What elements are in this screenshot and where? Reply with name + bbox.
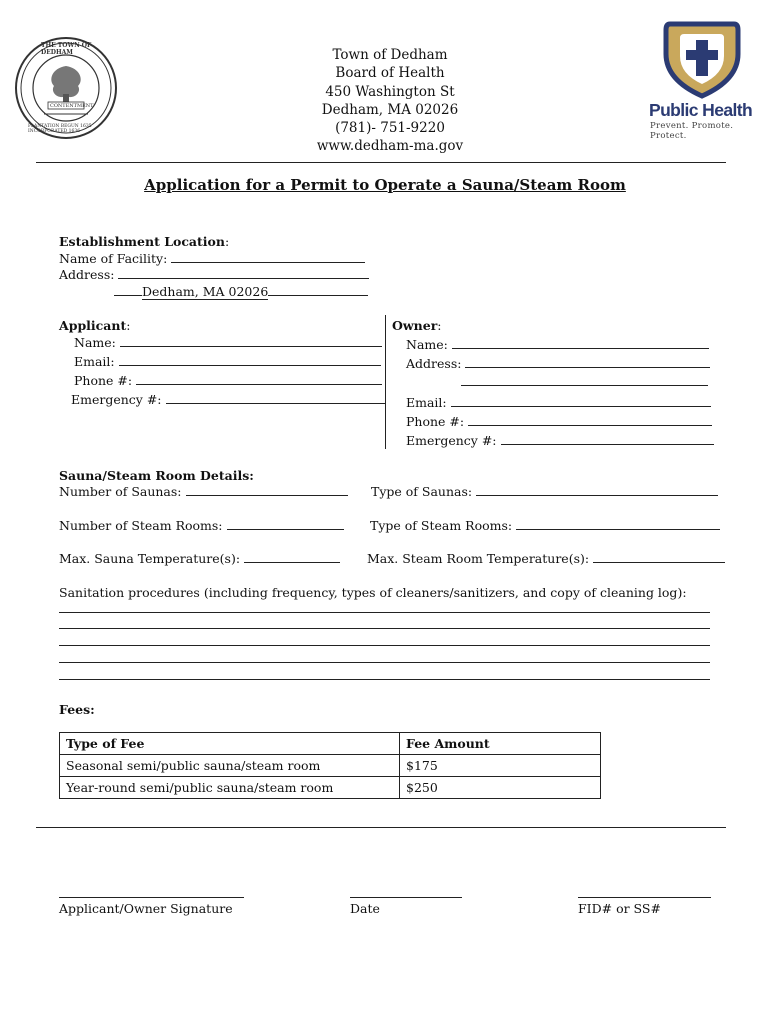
owner-name-label: Name: xyxy=(406,337,448,352)
num-saunas-row xyxy=(59,484,348,499)
seal-top-text: THE TOWN OF DEDHAM xyxy=(41,42,92,56)
owner-emergency-row xyxy=(406,433,714,448)
logo-tagline: Prevent. Promote. Protect. xyxy=(650,121,734,141)
max-sauna-temp-row xyxy=(59,551,340,566)
fee-type-cell: Seasonal semi/public sauna/steam room xyxy=(60,755,400,777)
column-divider xyxy=(385,315,386,449)
sanitation-line[interactable] xyxy=(59,645,710,646)
page-title: Application for a Permit to Operate a Sauna/Steam Room xyxy=(144,176,626,194)
fee-amount-cell: $175 xyxy=(400,755,601,777)
type-saunas-row xyxy=(371,484,718,499)
sanitation-line[interactable] xyxy=(59,679,710,680)
fees-heading-text: Fees: xyxy=(59,702,95,717)
header-divider xyxy=(36,162,726,163)
header-dept: Board of Health xyxy=(335,65,445,82)
applicant-email-field[interactable] xyxy=(119,354,381,366)
type-steam-field[interactable] xyxy=(516,518,720,530)
applicant-emergency-label: Emergency #: xyxy=(71,392,162,407)
header-web: www.dedham-ma.gov xyxy=(316,138,464,155)
max-steam-temp-field[interactable] xyxy=(593,551,725,563)
owner-emergency-field[interactable] xyxy=(501,433,714,445)
establishment-heading: Establishment Location xyxy=(59,234,225,249)
owner-address-line2-field[interactable] xyxy=(461,374,708,386)
address-field[interactable] xyxy=(118,267,369,279)
signature-line[interactable] xyxy=(59,897,244,898)
type-saunas-field[interactable] xyxy=(476,484,718,496)
max-steam-temp-row xyxy=(367,551,725,566)
facility-name-label: Name of Facility: xyxy=(59,251,168,266)
footer-divider xyxy=(36,827,726,828)
header-address-block xyxy=(250,46,530,156)
details-heading-text: Sauna/Steam Room Details: xyxy=(59,468,254,483)
owner-address-line2-row xyxy=(461,374,708,389)
seal-banner-text: CONTENTMENT xyxy=(50,103,94,109)
town-seal xyxy=(14,36,118,140)
max-sauna-temp-label: Max. Sauna Temperature(s): xyxy=(59,551,241,566)
header-city: Dedham, MA 02026 xyxy=(321,101,459,118)
establishment-heading-row xyxy=(59,234,229,249)
address-city-field[interactable] xyxy=(268,284,368,296)
owner-email-label: Email: xyxy=(406,395,447,410)
num-saunas-label: Number of Saunas: xyxy=(59,484,182,499)
seal-bottom-text: PLANTATION BEGUN 1635 INCORPORATED 1636 xyxy=(28,124,92,134)
owner-heading-row: Owner: xyxy=(392,318,442,333)
applicant-phone-label: Phone #: xyxy=(74,373,133,388)
applicant-name-label: Name: xyxy=(74,335,116,350)
type-saunas-label: Type of Saunas: xyxy=(371,484,473,499)
max-steam-temp-label: Max. Steam Room Temperature(s): xyxy=(367,551,590,566)
applicant-emergency-field[interactable] xyxy=(166,392,386,404)
applicant-name-field[interactable] xyxy=(120,335,382,347)
applicant-heading: Applicant xyxy=(59,318,127,333)
owner-address-field[interactable] xyxy=(465,356,710,368)
owner-email-field[interactable] xyxy=(451,395,711,407)
address-city-row xyxy=(114,284,368,299)
owner-phone-row xyxy=(406,414,712,429)
owner-name-row xyxy=(406,337,709,352)
shield-cross-icon xyxy=(646,20,758,100)
owner-phone-label: Phone #: xyxy=(406,414,465,429)
owner-phone-field[interactable] xyxy=(468,414,712,426)
owner-email-row xyxy=(406,395,711,410)
table-row xyxy=(60,755,601,777)
owner-address-row xyxy=(406,356,710,371)
applicant-heading-row: Applicant: xyxy=(59,318,131,333)
fee-type-cell: Year-round semi/public sauna/steam room xyxy=(60,777,400,799)
applicant-name-row xyxy=(74,335,382,350)
owner-name-field[interactable] xyxy=(452,337,709,349)
address-row xyxy=(59,267,369,282)
date-label: Date xyxy=(350,901,380,916)
owner-address-label: Address: xyxy=(406,356,462,371)
num-steam-field[interactable] xyxy=(227,518,344,530)
num-steam-row xyxy=(59,518,344,533)
address-city-value: Dedham, MA 02026 xyxy=(142,284,269,299)
header-phone: (781)- 751-9220 xyxy=(335,120,445,137)
public-health-logo xyxy=(646,20,758,141)
establishment-colon: : xyxy=(224,234,230,249)
num-saunas-field[interactable] xyxy=(186,484,348,496)
type-steam-label: Type of Steam Rooms: xyxy=(370,518,513,533)
sanitation-line[interactable] xyxy=(59,612,710,613)
facility-name-row xyxy=(59,251,365,266)
applicant-phone-row xyxy=(74,373,382,388)
sanitation-line[interactable] xyxy=(59,662,710,663)
header-street: 450 Washington St xyxy=(325,83,455,100)
details-heading xyxy=(59,468,254,483)
fid-label: FID# or SS# xyxy=(578,901,661,916)
applicant-emergency-row xyxy=(71,392,386,407)
applicant-email-label: Email: xyxy=(74,354,115,369)
fees-heading xyxy=(59,702,95,717)
table-row xyxy=(60,777,601,799)
logo-name: Public Health xyxy=(649,100,753,120)
applicant-email-row xyxy=(74,354,381,369)
address-label: Address: xyxy=(59,267,115,282)
fee-amount-cell: $250 xyxy=(400,777,601,799)
sanitation-line[interactable] xyxy=(59,628,710,629)
applicant-phone-field[interactable] xyxy=(136,373,382,385)
type-steam-row xyxy=(370,518,720,533)
date-line[interactable] xyxy=(350,897,462,898)
owner-heading: Owner xyxy=(392,318,438,333)
signature-label: Applicant/Owner Signature xyxy=(59,901,233,916)
owner-emergency-label: Emergency #: xyxy=(406,433,497,448)
table-header-row xyxy=(60,733,601,755)
header-town: Town of Dedham xyxy=(332,47,448,63)
sanitation-label: Sanitation procedures (including frequency, types of cleaners/sanitizers, and copy of cleaning log): xyxy=(59,585,687,600)
address-city-lead xyxy=(114,284,142,296)
fees-table xyxy=(59,732,601,799)
num-steam-label: Number of Steam Rooms: xyxy=(59,518,223,533)
fid-line[interactable] xyxy=(578,897,711,898)
facility-name-field[interactable] xyxy=(171,251,365,263)
max-sauna-temp-field[interactable] xyxy=(244,551,340,563)
fee-type-header: Type of Fee xyxy=(60,733,400,755)
fee-amount-header: Fee Amount xyxy=(400,733,601,755)
